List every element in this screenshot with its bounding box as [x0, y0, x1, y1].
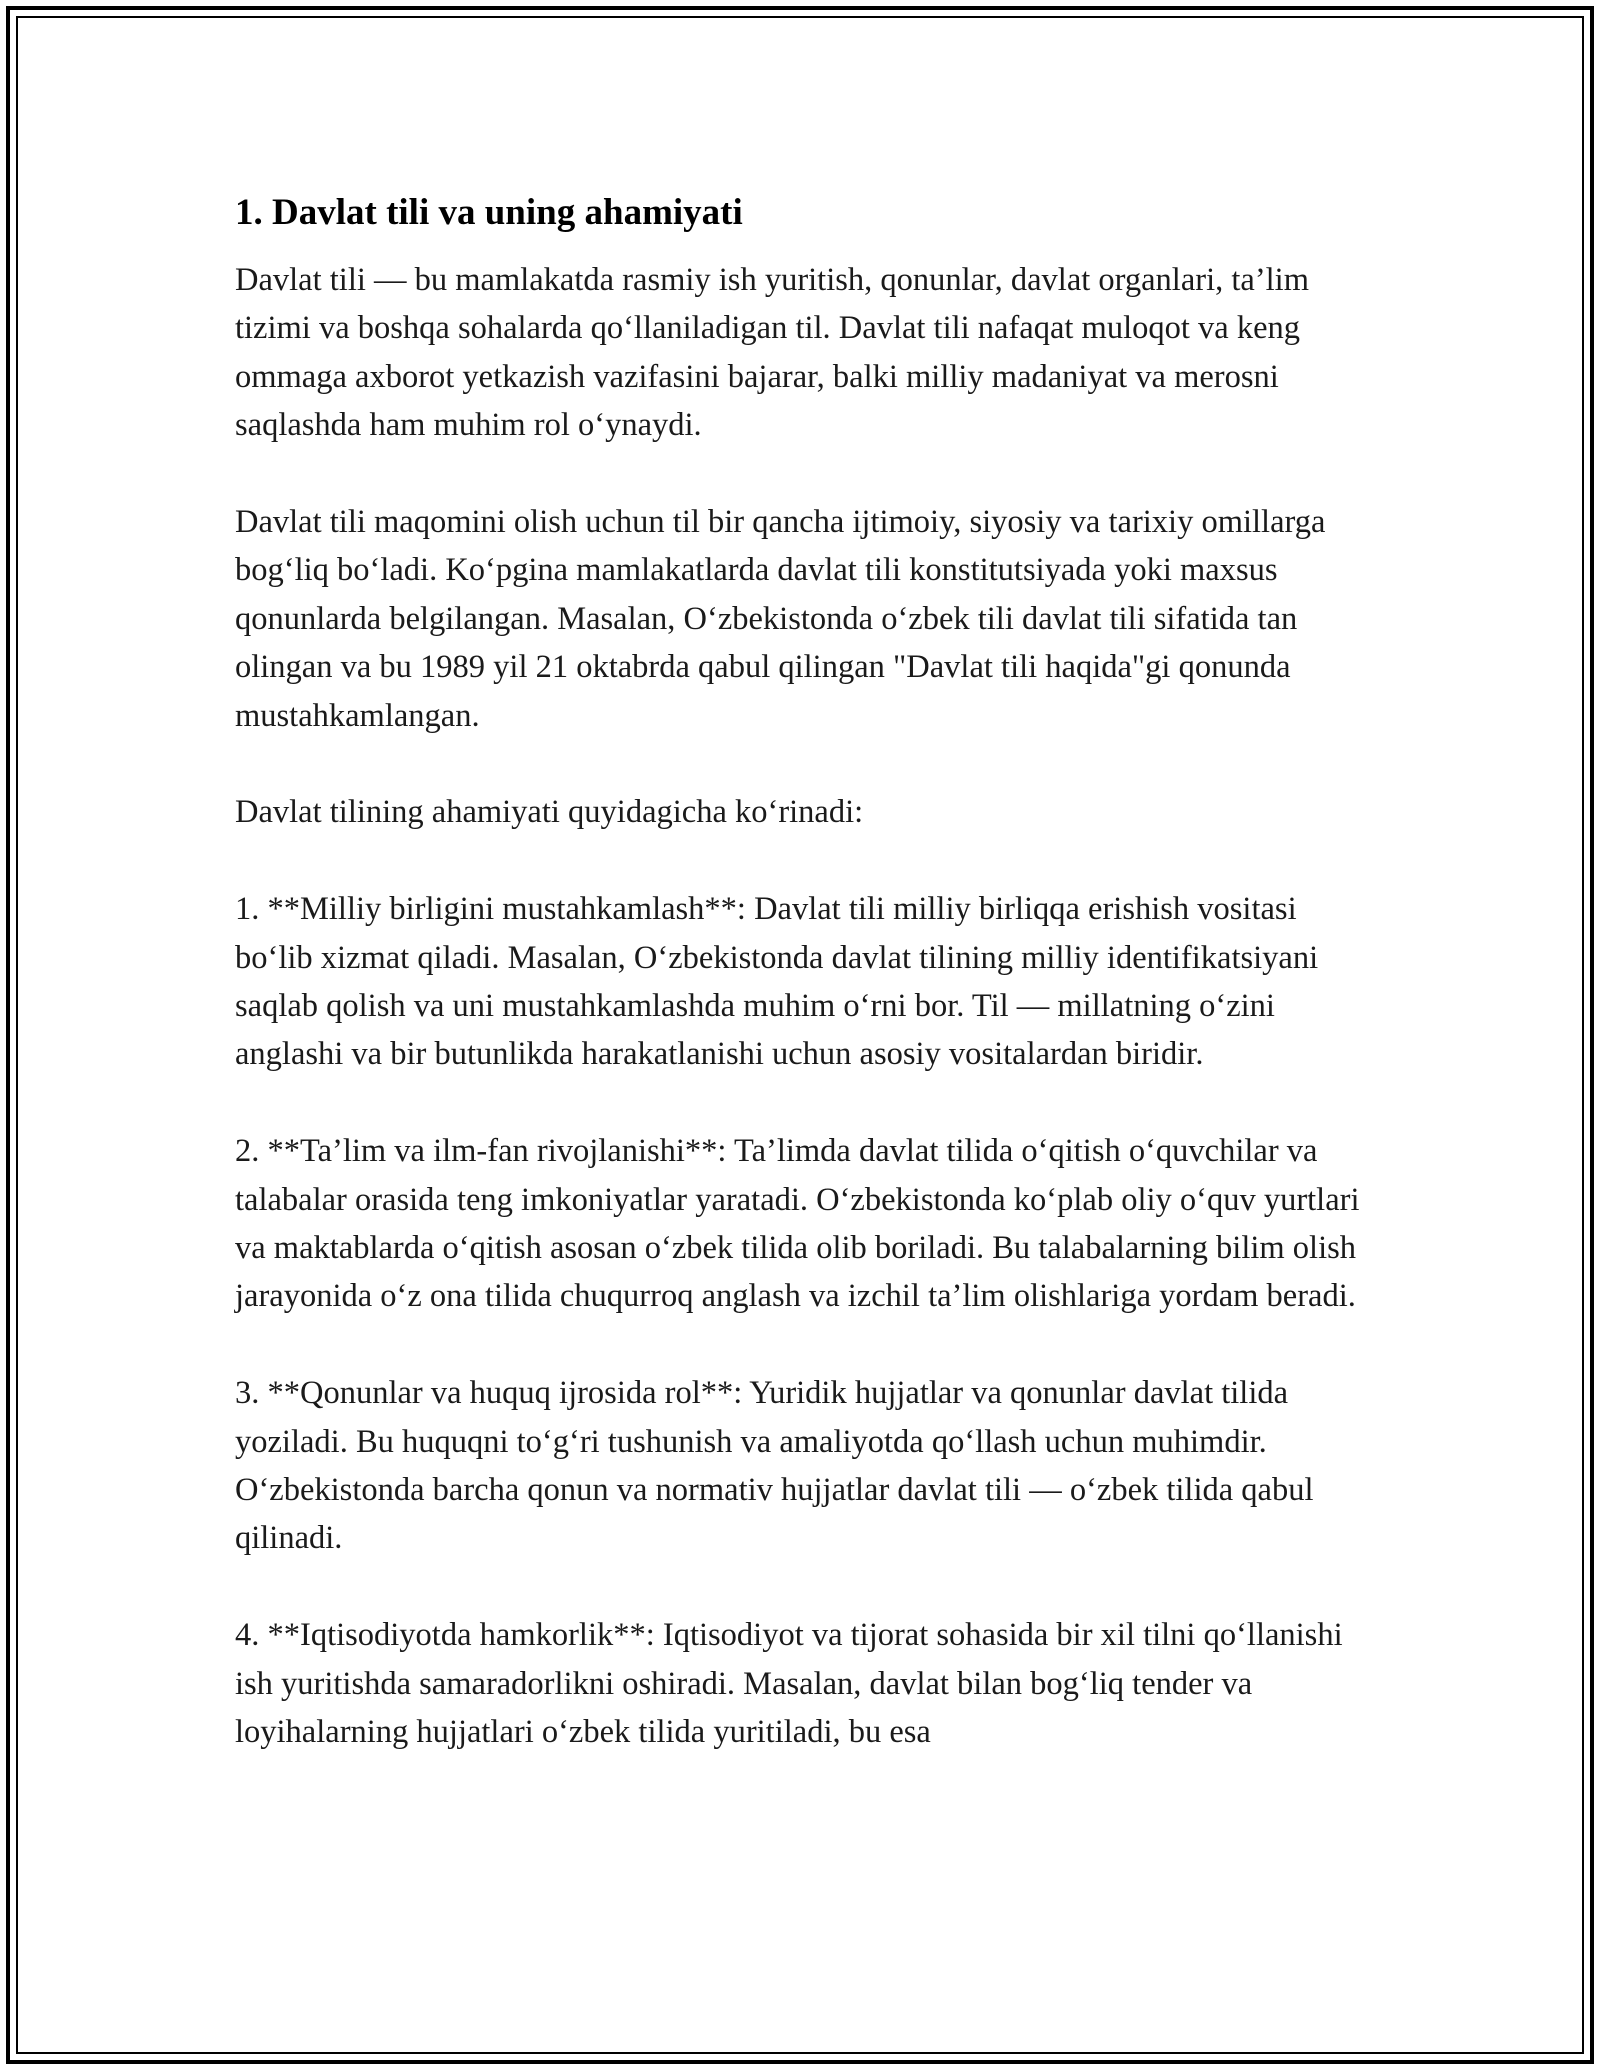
paragraph-status: Davlat tili maqomini olish uchun til bir qancha ijtimoiy, siyosiy va tarixiy omillarga bog‘liq bo‘ladi. Ko‘pgina mamlakatlarda davlat tili konstitutsiyada yoki maxsus qonunlarda belgilangan. Masalan, O‘zbekistonda o‘zbek tili davlat tili sifatida tan olingan va bu 1989 yil 21 oktabrda qabul qilingan "Davlat tili haqida"gi qonunda mustahkamlangan.	[235, 504, 1326, 734]
list-item-law: 3. **Qonunlar va huquq ijrosida rol**: Yuridik hujjatlar va qonunlar davlat tilida yoziladi. Bu huquqni to‘g‘ri tushunish va amaliyotda qo‘llash uchun muhimdir. O‘zbekistonda barcha qonun va normativ hujjatlar davlat tili — o‘zbek tilida qabul qilinadi.	[235, 1375, 1314, 1557]
list-item-economy: 4. **Iqtisodiyotda hamkorlik**: Iqtisodiyot va tijorat sohasida bir xil tilni qo‘llanishi ish yuritishda samaradorlikni oshiradi. Masalan, davlat bilan bog‘liq tender va loyihalarning hujjatlari o‘zbek tilida yuritiladi, bu esa	[235, 1617, 1343, 1751]
paragraph-importance-intro: Davlat tilining ahamiyati quyidagicha ko‘rinadi:	[235, 794, 864, 831]
list-item-education: 2. **Ta’lim va ilm-fan rivojlanishi**: Ta’limda davlat tilida o‘qitish o‘quvchilar va talabalar orasida teng imkoniyatlar yaratadi. O‘zbekistonda ko‘plab oliy o‘quv yurtlari va maktablarda o‘qitish asosan o‘zbek tilida olib boriladi. Bu talabalarning bilim olish jarayonida o‘z ona tilida chuqurroq anglash va izchil ta’lim olishlariga yordam beradi.	[235, 1133, 1360, 1315]
section-heading: 1. Davlat tili va uning ahamiyati	[235, 192, 743, 233]
paragraph-definition: Davlat tili — bu mamlakatda rasmiy ish yuritish, qonunlar, davlat organlari, ta’lim tizimi va boshqa sohalarda qo‘llaniladigan til. Davlat tili nafaqat muloqot va keng ommaga axborot yetkazish vazifasini bajarar, balki milliy madaniyat va merosni saqlashda ham muhim rol o‘ynaydi.	[235, 262, 1309, 444]
document-body	[235, 190, 1365, 1757]
list-item-national-unity: 1. **Milliy birligini mustahkamlash**: Davlat tili milliy birliqqa erishish vositasi bo‘lib xizmat qiladi. Masalan, O‘zbekistonda davlat tilining milliy identifikatsiyani saqlab qolish va uni mustahkamlashda muhim o‘rni bor. Til — millatning o‘zini anglashi va bir butunlikda harakatlanishi uchun asosiy vositalardan biridir.	[235, 891, 1319, 1073]
